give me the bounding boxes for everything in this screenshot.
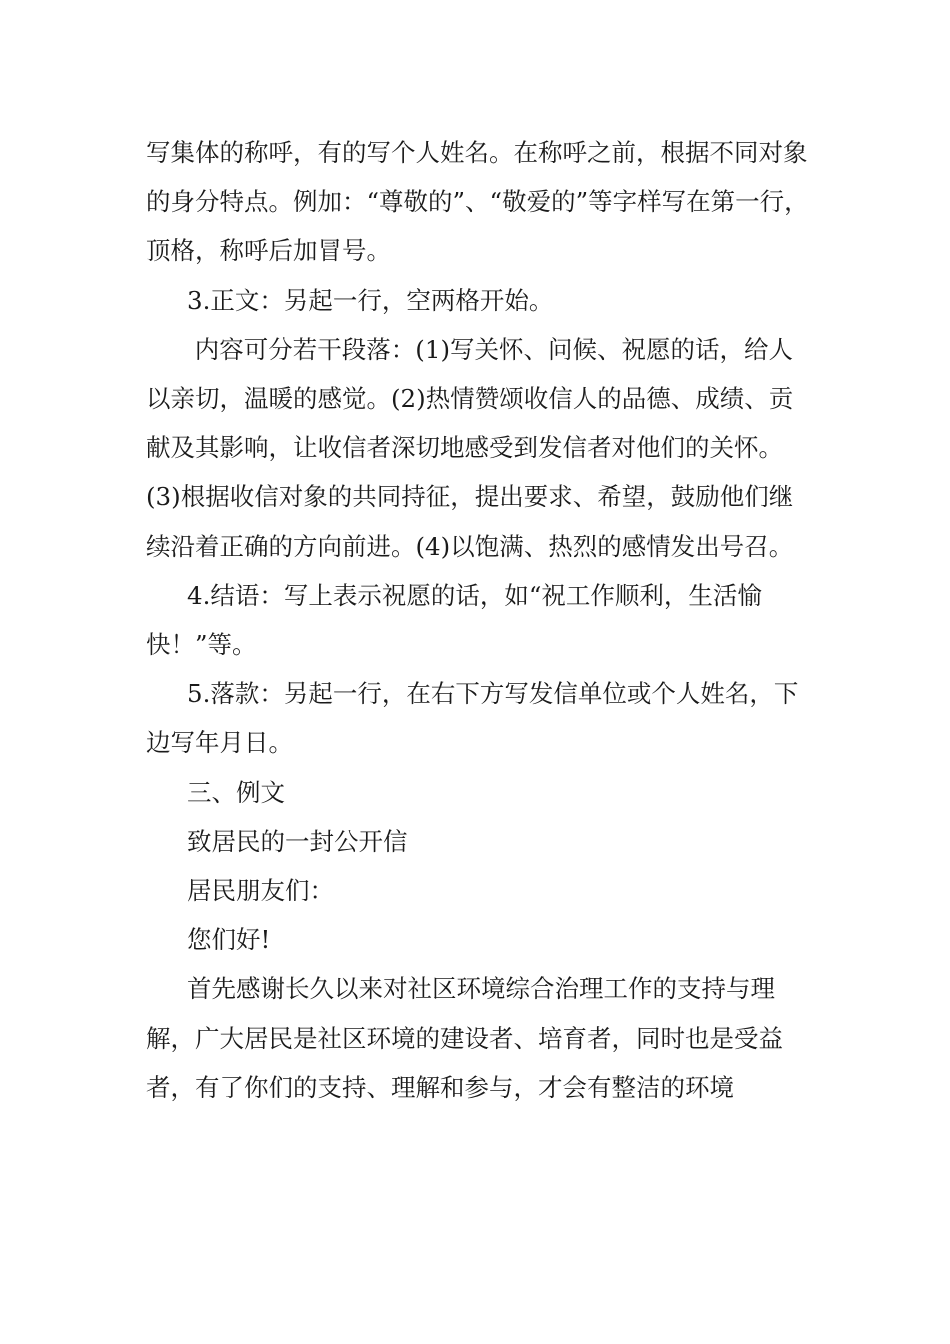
paragraph-body-heading: 3.正文：另起一行，空两格开始。 [187,285,554,315]
letter-salutation: 居民朋友们： [187,876,334,906]
paragraph-salutation-rules: 写集体的称呼，有的写个人姓名。在称呼之前，根据不同对象的身分特点。例加：“尊敬的”、“敬爱的”等字样写在第一行，顶格，称呼后加冒号。 [146,138,809,266]
paragraph-signature: 5.落款：另起一行，在右下方写发信单位或个人姓名，下边写年月日。 [146,679,799,758]
paragraph-closing: 4.结语：写上表示祝愿的话，如“祝工作顺利，生活愉快！”等。 [146,580,762,660]
document-body [146,128,816,1112]
paragraph-body-content: 内容可分若干段落：(1)写关怀、问候、祝愿的话，给人以亲切，温暖的感觉。(2)热情赞颂收信人的品德、成绩、贡献及其影响，让收信者深切地感受到发信者对他们的关怀。(3)根据收信对象的共同持征，提出要求、希望，鼓励他们继续沿着正确的方向前进。(4)以饱满、热烈的感情发出号召。 [146,334,794,561]
letter-body-paragraph: 首先感谢长久以来对社区环境综合治理工作的支持与理解，广大居民是社区环境的建设者、培育者，同时也是受益者，有了你们的支持、理解和参与，才会有整洁的环境 [146,974,783,1102]
letter-title: 致居民的一封公开信 [187,826,408,856]
letter-greeting: 您们好! [187,925,271,955]
section-heading-example: 三、例文 [187,777,285,807]
